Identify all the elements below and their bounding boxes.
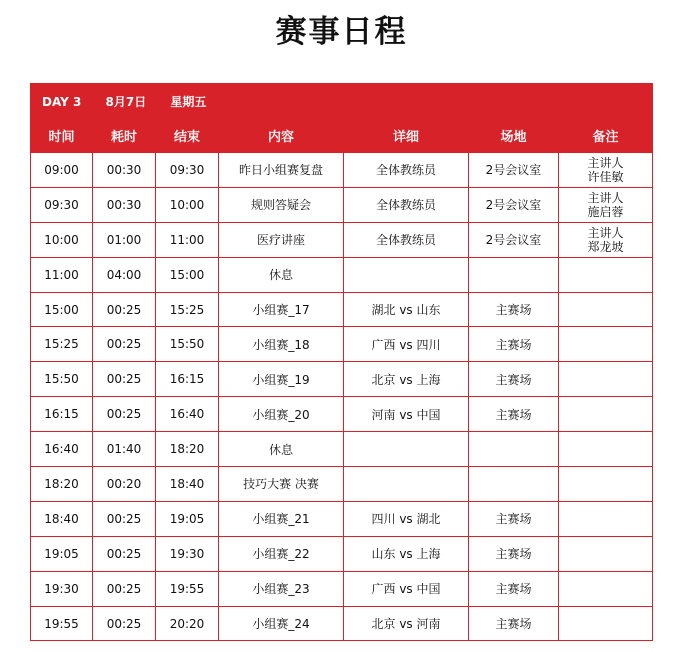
note-cell (559, 432, 653, 467)
content-cell: 小组赛_17 (219, 292, 344, 327)
duration-cell: 00:25 (93, 292, 156, 327)
note-role: 主讲人 (587, 225, 624, 240)
end-time-cell: 10:00 (156, 187, 219, 222)
note-role: 主讲人 (587, 155, 624, 170)
end-time-cell: 19:30 (156, 536, 219, 571)
end-time-cell: 11:00 (156, 222, 219, 257)
detail-cell: 湖北 vs 山东 (344, 292, 469, 327)
page-title: 赛事日程 (275, 14, 408, 50)
detail-cell: 广西 vs 中国 (344, 571, 469, 606)
venue-cell: 2号会议室 (469, 153, 559, 188)
venue-cell: 主赛场 (469, 606, 559, 641)
detail-cell (344, 257, 469, 292)
venue-cell: 主赛场 (469, 571, 559, 606)
duration-cell: 00:30 (93, 187, 156, 222)
table-row (31, 362, 653, 397)
table-row (31, 536, 653, 571)
end-time-cell: 16:15 (156, 362, 219, 397)
note-cell (559, 362, 653, 397)
detail-cell: 山东 vs 上海 (344, 536, 469, 571)
column-header-venue: 场地 (469, 119, 559, 153)
note-cell (559, 571, 653, 606)
content-cell: 小组赛_19 (219, 362, 344, 397)
start-time-cell: 09:00 (31, 153, 93, 188)
note-cell (559, 153, 653, 188)
venue-cell: 主赛场 (469, 501, 559, 536)
end-time-cell: 15:25 (156, 292, 219, 327)
end-time-cell: 18:40 (156, 467, 219, 502)
venue-cell (469, 467, 559, 502)
table-row (31, 467, 653, 502)
table-row (31, 432, 653, 467)
content-cell: 小组赛_22 (219, 536, 344, 571)
start-time-cell: 15:00 (31, 292, 93, 327)
content-cell: 休息 (219, 432, 344, 467)
column-header-start: 时间 (31, 119, 93, 153)
end-time-cell: 16:40 (156, 397, 219, 432)
detail-cell (344, 467, 469, 502)
start-time-cell: 09:30 (31, 187, 93, 222)
detail-cell: 四川 vs 湖北 (344, 501, 469, 536)
duration-cell: 00:25 (93, 501, 156, 536)
duration-cell: 00:25 (93, 362, 156, 397)
end-time-cell: 20:20 (156, 606, 219, 641)
duration-cell: 01:40 (93, 432, 156, 467)
venue-cell: 主赛场 (469, 397, 559, 432)
end-time-cell: 15:50 (156, 327, 219, 362)
venue-cell: 主赛场 (469, 536, 559, 571)
note-cell (559, 292, 653, 327)
venue-cell: 主赛场 (469, 362, 559, 397)
table-row (31, 222, 653, 257)
day-date: 8月7日 (105, 94, 147, 109)
detail-cell: 全体教练员 (344, 153, 469, 188)
note-cell (559, 187, 653, 222)
start-time-cell: 11:00 (31, 257, 93, 292)
duration-cell: 00:30 (93, 153, 156, 188)
note-cell (559, 257, 653, 292)
table-row (31, 153, 653, 188)
end-time-cell: 18:20 (156, 432, 219, 467)
table-row (31, 327, 653, 362)
start-time-cell: 15:25 (31, 327, 93, 362)
venue-cell: 主赛场 (469, 292, 559, 327)
content-cell: 小组赛_23 (219, 571, 344, 606)
content-cell: 医疗讲座 (219, 222, 344, 257)
column-header-duration: 耗时 (93, 119, 156, 153)
start-time-cell: 19:30 (31, 571, 93, 606)
detail-cell: 北京 vs 河南 (344, 606, 469, 641)
schedule-table (30, 83, 653, 641)
table-row (31, 606, 653, 641)
start-time-cell: 16:15 (31, 397, 93, 432)
detail-cell: 广西 vs 四川 (344, 327, 469, 362)
detail-cell: 全体教练员 (344, 222, 469, 257)
start-time-cell: 18:40 (31, 501, 93, 536)
note-cell (559, 536, 653, 571)
start-time-cell: 18:20 (31, 467, 93, 502)
note-cell (559, 501, 653, 536)
detail-cell: 全体教练员 (344, 187, 469, 222)
column-header-note: 备注 (559, 119, 653, 153)
table-row (31, 571, 653, 606)
duration-cell: 00:25 (93, 606, 156, 641)
venue-cell (469, 257, 559, 292)
note-role: 主讲人 (587, 190, 624, 205)
start-time-cell: 19:55 (31, 606, 93, 641)
content-cell: 小组赛_18 (219, 327, 344, 362)
venue-cell: 2号会议室 (469, 222, 559, 257)
duration-cell: 04:00 (93, 257, 156, 292)
day-header-row (31, 84, 653, 119)
duration-cell: 00:25 (93, 571, 156, 606)
content-cell: 小组赛_21 (219, 501, 344, 536)
note-cell (559, 222, 653, 257)
column-header-content: 内容 (219, 119, 344, 153)
content-cell: 昨日小组赛复盘 (219, 153, 344, 188)
start-time-cell: 16:40 (31, 432, 93, 467)
note-cell (559, 397, 653, 432)
content-cell: 小组赛_20 (219, 397, 344, 432)
duration-cell: 00:25 (93, 327, 156, 362)
end-time-cell: 15:00 (156, 257, 219, 292)
table-row (31, 292, 653, 327)
detail-cell (344, 432, 469, 467)
venue-cell: 主赛场 (469, 327, 559, 362)
note-speaker: 许佳敏 (587, 169, 624, 184)
duration-cell: 01:00 (93, 222, 156, 257)
column-header-end: 结束 (156, 119, 219, 153)
day-weekday: 星期五 (170, 94, 207, 109)
table-row (31, 257, 653, 292)
content-cell: 规则答疑会 (219, 187, 344, 222)
note-speaker: 郑龙坡 (587, 239, 624, 254)
content-cell: 休息 (219, 257, 344, 292)
start-time-cell: 19:05 (31, 536, 93, 571)
end-time-cell: 19:55 (156, 571, 219, 606)
start-time-cell: 15:50 (31, 362, 93, 397)
venue-cell (469, 432, 559, 467)
content-cell: 小组赛_24 (219, 606, 344, 641)
note-cell (559, 467, 653, 502)
content-cell: 技巧大赛 决赛 (219, 467, 344, 502)
detail-cell: 河南 vs 中国 (344, 397, 469, 432)
duration-cell: 00:25 (93, 536, 156, 571)
end-time-cell: 19:05 (156, 501, 219, 536)
detail-cell: 北京 vs 上海 (344, 362, 469, 397)
duration-cell: 00:25 (93, 397, 156, 432)
note-cell (559, 327, 653, 362)
table-row (31, 397, 653, 432)
note-cell (559, 606, 653, 641)
day-label: DAY 3 (42, 94, 82, 109)
note-speaker: 施启蓉 (587, 204, 624, 219)
end-time-cell: 09:30 (156, 153, 219, 188)
column-header-detail: 详细 (344, 119, 469, 153)
column-header-row (31, 119, 653, 153)
duration-cell: 00:20 (93, 467, 156, 502)
venue-cell: 2号会议室 (469, 187, 559, 222)
start-time-cell: 10:00 (31, 222, 93, 257)
table-row (31, 187, 653, 222)
table-row (31, 501, 653, 536)
